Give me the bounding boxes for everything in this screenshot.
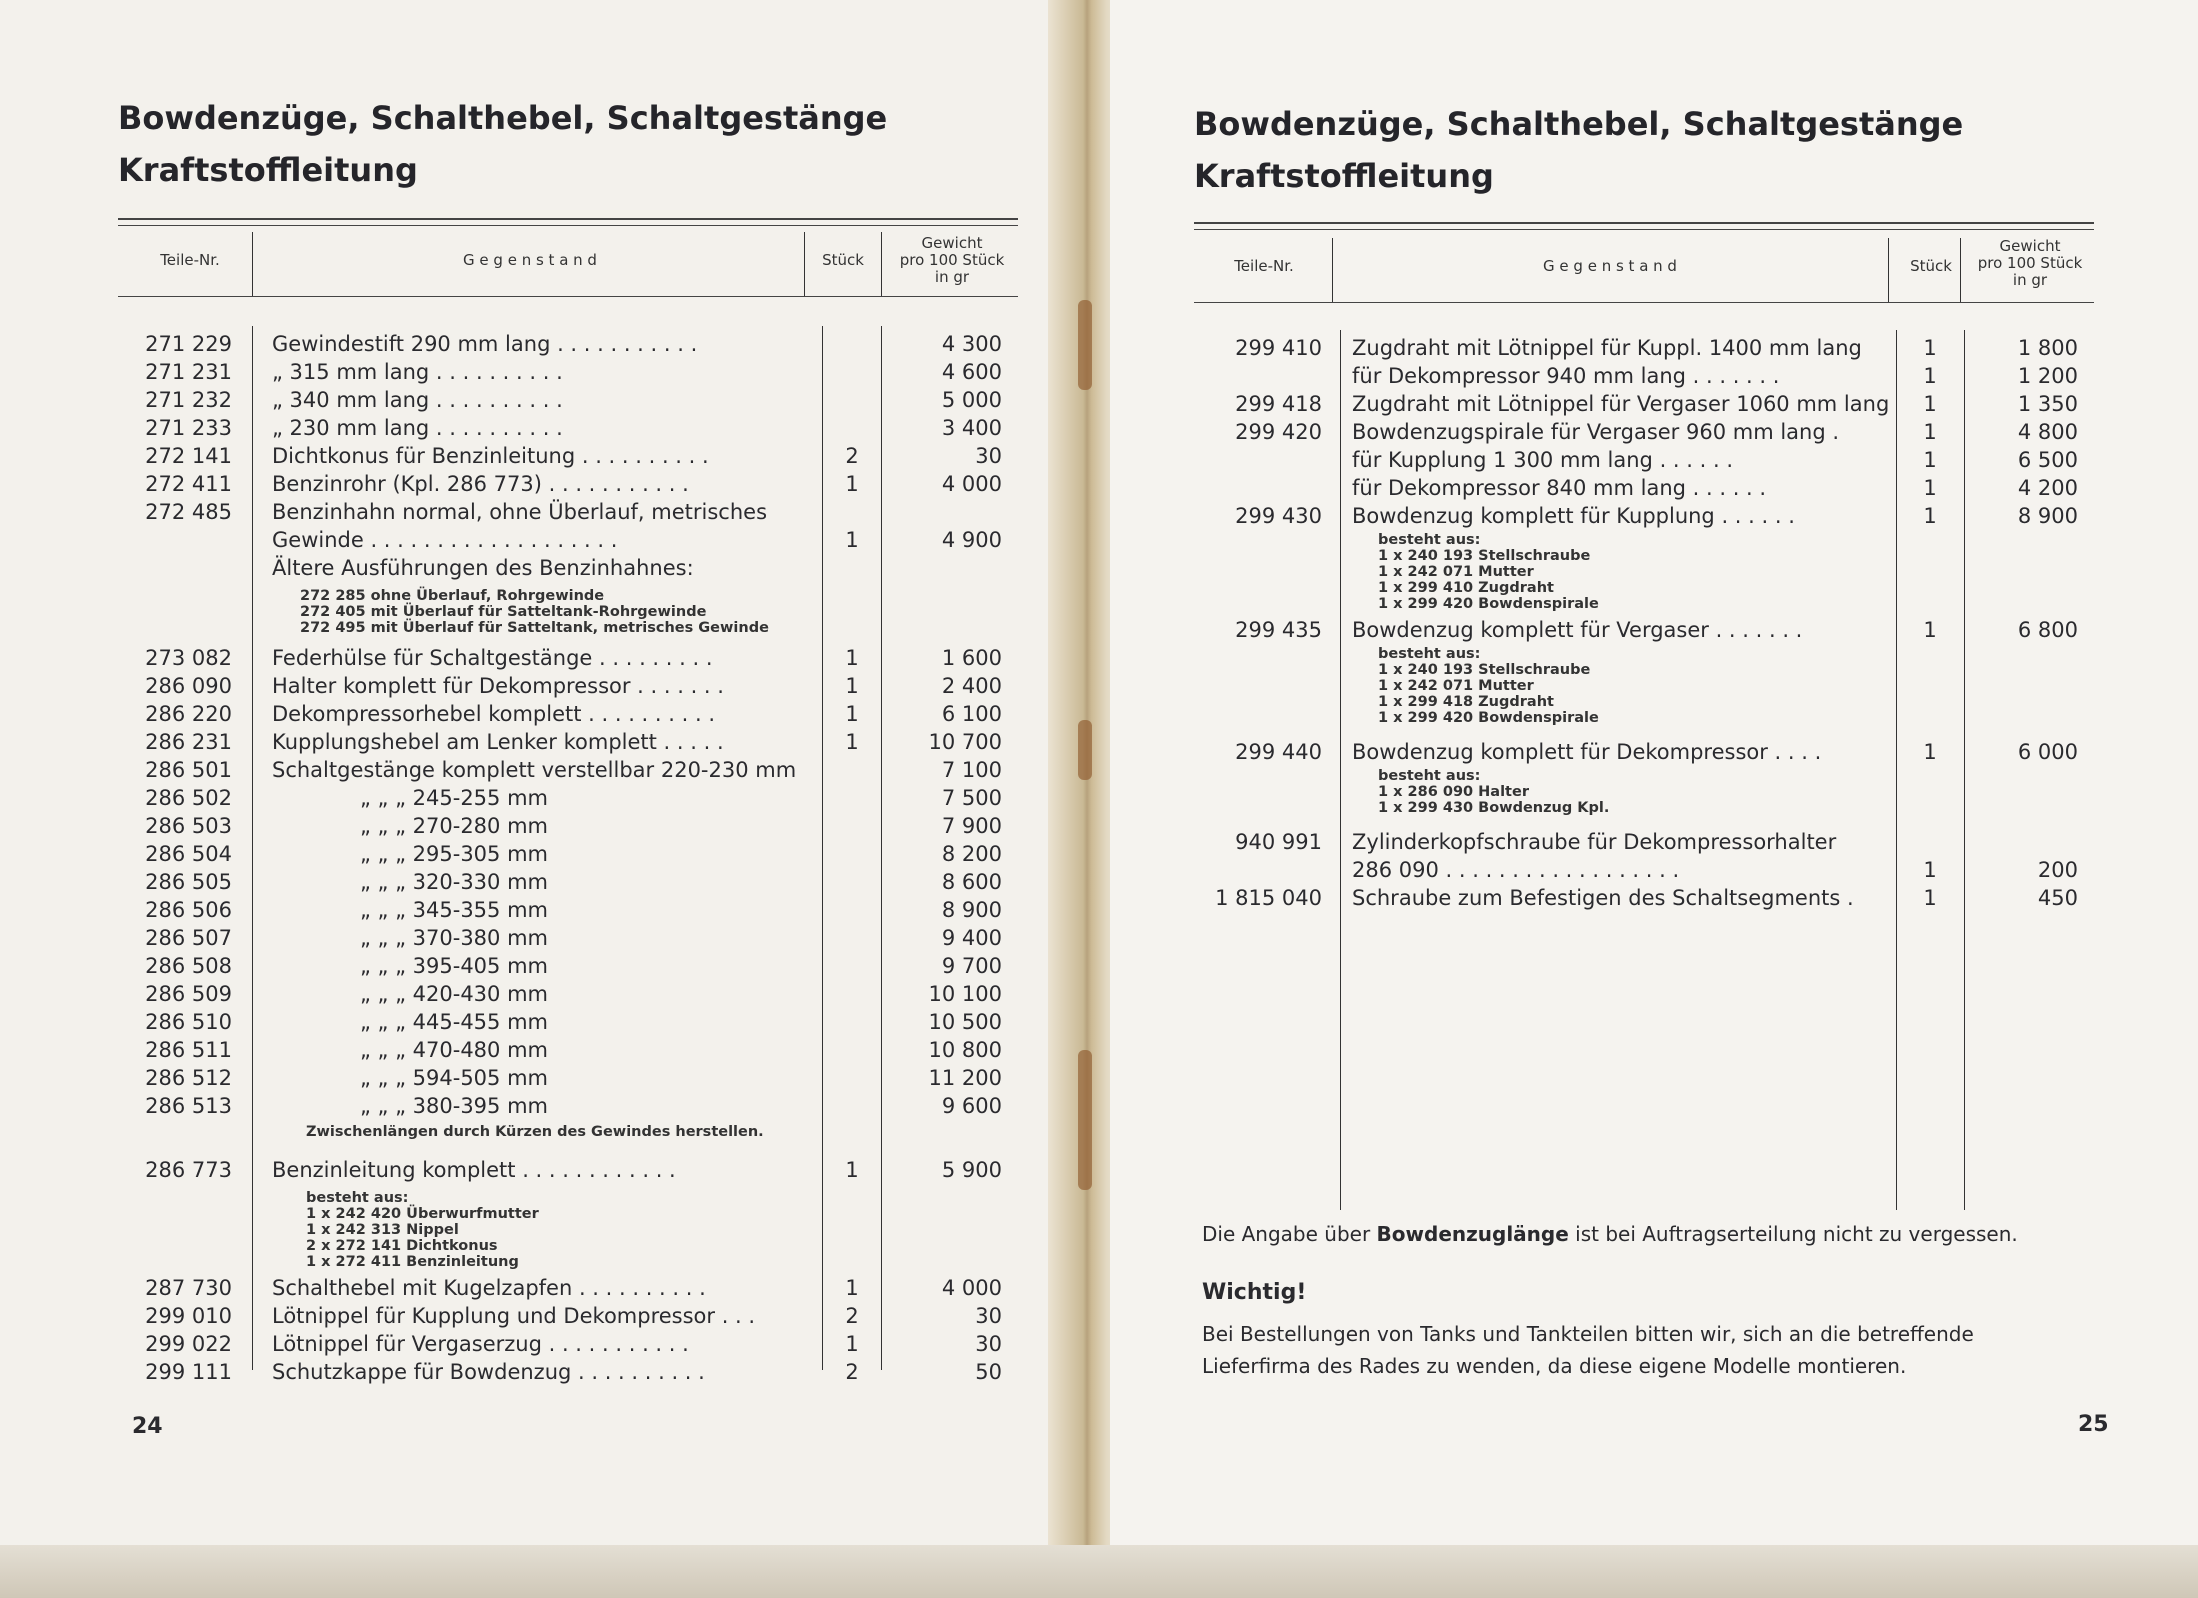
part-description: „ „ „ 470-480 mm xyxy=(360,1038,548,1062)
part-weight: 1 350 xyxy=(2017,392,2078,416)
part-description: Zugdraht mit Lötnippel für Kuppl. 1400 mm lang xyxy=(1352,336,1862,360)
part-number: 286 509 xyxy=(145,982,232,1006)
part-description: „ „ „ 270-280 mm xyxy=(360,814,548,838)
col-header-qty: Stück xyxy=(1910,257,1952,275)
page-number-right: 25 xyxy=(2078,1412,2109,1437)
part-quantity: 1 xyxy=(1923,476,1937,500)
part-description: „ 315 mm lang . . . . . . . . . . xyxy=(272,360,563,384)
part-description: Bowdenzug komplett für Vergaser . . . . . . . xyxy=(1352,618,1803,642)
part-weight: 8 900 xyxy=(2017,504,2078,528)
part-number: 286 090 xyxy=(145,674,232,698)
col-divider-3-header xyxy=(881,232,882,296)
fuel-line-part: 1 x 242 313 Nippel xyxy=(306,1222,459,1238)
rust-stain-2 xyxy=(1078,720,1092,780)
part-weight: 9 400 xyxy=(941,926,1002,950)
part-weight: 30 xyxy=(975,444,1002,468)
col-header-item: G e g e n s t a n d xyxy=(1543,257,1677,275)
fuel-line-part: 1 x 242 420 Überwurfmutter xyxy=(306,1206,539,1222)
part-quantity: 1 xyxy=(845,1332,859,1356)
col-header-part: Teile-Nr. xyxy=(1234,257,1294,275)
part-description: Benzinrohr (Kpl. 286 773) . . . . . . . . . . . xyxy=(272,472,689,496)
part-number: 272 411 xyxy=(145,472,232,496)
part-number: 286 503 xyxy=(145,814,232,838)
part-description: Zugdraht mit Lötnippel für Vergaser 1060 mm lang xyxy=(1352,392,1890,416)
part-number: 299 111 xyxy=(145,1360,232,1384)
part-description: „ „ „ 380-395 mm xyxy=(360,1094,548,1118)
part-weight: 10 700 xyxy=(928,730,1002,754)
part-description: „ „ „ 370-380 mm xyxy=(360,926,548,950)
part-number: 299 435 xyxy=(1235,618,1322,642)
part-description: Benzinleitung komplett . . . . . . . . . . . . xyxy=(272,1158,676,1182)
wichtig-line-1: Bei Bestellungen von Tanks und Tankteilen bitten wir, sich an die betreffende xyxy=(1202,1322,1974,1346)
part-quantity: 1 xyxy=(1923,886,1937,910)
right-page-title xyxy=(1194,98,1963,202)
part-description: Gewinde . . . . . . . . . . . . . . . . . . . xyxy=(272,528,618,552)
part-weight: 3 400 xyxy=(941,416,1002,440)
part-quantity: 2 xyxy=(845,444,859,468)
part-quantity: 1 xyxy=(845,1158,859,1182)
part-number: 272 485 xyxy=(145,500,232,524)
part-weight: 1 200 xyxy=(2017,364,2078,388)
header-rule-top-2 xyxy=(1194,229,2094,230)
part-number: 299 440 xyxy=(1235,740,1322,764)
title-line-1: Bowdenzüge, Schalthebel, Schaltgestänge xyxy=(1194,105,1964,143)
part-number: 286 502 xyxy=(145,786,232,810)
part-weight: 1 800 xyxy=(2017,336,2078,360)
part-quantity: 1 xyxy=(845,646,859,670)
part-weight: 6 800 xyxy=(2017,618,2078,642)
col-header-item: G e g e n s t a n d xyxy=(463,251,597,269)
wichtig-line-2: Lieferfirma des Rades zu wenden, da diese eigene Modelle montieren. xyxy=(1202,1354,1907,1378)
part-weight: 10 100 xyxy=(928,982,1002,1006)
kit-430-part: besteht aus: xyxy=(1378,532,1481,548)
kit-435-part: besteht aus: xyxy=(1378,646,1481,662)
part-quantity: 1 xyxy=(1923,448,1937,472)
col-header-qty: Stück xyxy=(822,251,864,269)
kit-430-part: 1 x 299 410 Zugdraht xyxy=(1378,580,1554,596)
part-weight: 6 100 xyxy=(941,702,1002,726)
bowdenzug-length-note xyxy=(1202,1218,2018,1250)
part-description: „ 230 mm lang . . . . . . . . . . xyxy=(272,416,563,440)
part-number: 286 220 xyxy=(145,702,232,726)
part-description: „ „ „ 395-405 mm xyxy=(360,954,548,978)
part-number: 299 022 xyxy=(145,1332,232,1356)
part-number: 286 507 xyxy=(145,926,232,950)
part-description: Schalthebel mit Kugelzapfen . . . . . . . . . . xyxy=(272,1276,706,1300)
part-number: 286 510 xyxy=(145,1010,232,1034)
part-quantity: 2 xyxy=(845,1360,859,1384)
kit-430-part: 1 x 240 193 Stellschraube xyxy=(1378,548,1591,564)
part-number: 271 231 xyxy=(145,360,232,384)
part-description: Schaltgestänge komplett verstellbar 220-230 mm xyxy=(272,758,797,782)
header-rule-top xyxy=(1194,222,2094,224)
part-description: „ „ „ 345-355 mm xyxy=(360,898,548,922)
kit-440-part: 1 x 286 090 Halter xyxy=(1378,784,1529,800)
rust-stain-3 xyxy=(1078,1050,1092,1190)
part-number: 271 232 xyxy=(145,388,232,412)
part-number: 271 229 xyxy=(145,332,232,356)
part-weight: 11 200 xyxy=(928,1066,1002,1090)
part-weight: 2 400 xyxy=(941,674,1002,698)
part-quantity: 1 xyxy=(845,674,859,698)
part-weight: 10 800 xyxy=(928,1038,1002,1062)
part-weight: 4 800 xyxy=(2017,420,2078,444)
part-number: 286 512 xyxy=(145,1066,232,1090)
part-number: 286 231 xyxy=(145,730,232,754)
col-divider-1 xyxy=(252,326,253,1370)
part-description: „ 340 mm lang . . . . . . . . . . xyxy=(272,388,563,412)
length-note: Zwischenlängen durch Kürzen des Gewindes herstellen. xyxy=(306,1124,764,1140)
part-number: 286 505 xyxy=(145,870,232,894)
fuel-line-part: 1 x 272 411 Benzinleitung xyxy=(306,1254,519,1270)
part-description: „ „ „ 594-505 mm xyxy=(360,1066,548,1090)
title-line-1: Bowdenzüge, Schalthebel, Schaltgestänge xyxy=(118,99,888,137)
part-weight: 4 000 xyxy=(941,1276,1002,1300)
part-weight: 4 300 xyxy=(941,332,1002,356)
part-description: Benzinhahn normal, ohne Überlauf, metrisches xyxy=(272,500,768,524)
older-version-note: 272 405 mit Überlauf für Satteltank-Rohrgewinde xyxy=(300,604,707,620)
older-version-note: 272 285 ohne Überlauf, Rohrgewinde xyxy=(300,588,605,604)
part-description: Bowdenzugspirale für Vergaser 960 mm lang . xyxy=(1352,420,1840,444)
part-weight: 10 500 xyxy=(928,1010,1002,1034)
part-quantity: 2 xyxy=(845,1304,859,1328)
col-divider-2 xyxy=(1896,330,1897,1210)
note-text-bold: Bowdenzuglänge xyxy=(1376,1222,1569,1246)
part-description: Schutzkappe für Bowdenzug . . . . . . . . . . xyxy=(272,1360,705,1384)
part-quantity: 1 xyxy=(1923,420,1937,444)
kit-440-part: 1 x 299 430 Bowdenzug Kpl. xyxy=(1378,800,1610,816)
page-bottom-edge xyxy=(0,1545,2198,1598)
part-description: Bowdenzug komplett für Dekompressor . . . . xyxy=(1352,740,1822,764)
part-description: „ „ „ 245-255 mm xyxy=(360,786,548,810)
part-description: 286 090 . . . . . . . . . . . . . . . . . . xyxy=(1352,858,1680,882)
part-number: 286 506 xyxy=(145,898,232,922)
part-weight: 9 600 xyxy=(941,1094,1002,1118)
kit-435-part: 1 x 299 420 Bowdenspirale xyxy=(1378,710,1599,726)
part-description: Kupplungshebel am Lenker komplett . . . . . xyxy=(272,730,724,754)
part-description: „ „ „ 445-455 mm xyxy=(360,1010,548,1034)
part-description: für Dekompressor 940 mm lang . . . . . . . xyxy=(1352,364,1780,388)
part-description: Zylinderkopfschraube für Dekompressorhalter xyxy=(1352,830,1837,854)
part-description: „ „ „ 295-305 mm xyxy=(360,842,548,866)
part-weight: 5 000 xyxy=(941,388,1002,412)
part-weight: 4 000 xyxy=(941,472,1002,496)
left-page xyxy=(0,0,1068,1545)
kit-440-part: besteht aus: xyxy=(1378,768,1481,784)
kit-435-part: 1 x 242 071 Mutter xyxy=(1378,678,1534,694)
part-quantity: 1 xyxy=(845,730,859,754)
part-quantity: 1 xyxy=(1923,618,1937,642)
part-number: 271 233 xyxy=(145,416,232,440)
wichtig-heading: Wichtig! xyxy=(1202,1280,1307,1305)
part-weight: 7 900 xyxy=(941,814,1002,838)
part-number: 286 508 xyxy=(145,954,232,978)
part-number: 299 418 xyxy=(1235,392,1322,416)
title-line-2: Kraftstoffleitung xyxy=(118,151,418,189)
left-page-title xyxy=(118,92,887,196)
col-divider-3 xyxy=(1964,330,1965,1210)
part-description: Federhülse für Schaltgestänge . . . . . . . . . xyxy=(272,646,713,670)
part-weight: 7 500 xyxy=(941,786,1002,810)
part-weight: 8 200 xyxy=(941,842,1002,866)
header-rule-top xyxy=(118,218,1018,220)
part-weight: 30 xyxy=(975,1304,1002,1328)
header-rule-bottom xyxy=(118,296,1018,297)
part-description: für Kupplung 1 300 mm lang . . . . . . xyxy=(1352,448,1733,472)
kit-435-part: 1 x 299 418 Zugdraht xyxy=(1378,694,1554,710)
part-description: Schraube zum Befestigen des Schaltsegments . xyxy=(1352,886,1854,910)
part-weight: 4 600 xyxy=(941,360,1002,384)
part-weight: 5 900 xyxy=(941,1158,1002,1182)
part-number: 273 082 xyxy=(145,646,232,670)
part-description: Halter komplett für Dekompressor . . . . . . . xyxy=(272,674,724,698)
part-number: 286 511 xyxy=(145,1038,232,1062)
part-quantity: 1 xyxy=(845,528,859,552)
fuel-line-part: 2 x 272 141 Dichtkonus xyxy=(306,1238,498,1254)
part-weight: 4 200 xyxy=(2017,476,2078,500)
part-quantity: 1 xyxy=(845,702,859,726)
part-number: 299 420 xyxy=(1235,420,1322,444)
part-description: für Dekompressor 840 mm lang . . . . . . xyxy=(1352,476,1767,500)
part-description: „ „ „ 320-330 mm xyxy=(360,870,548,894)
part-quantity: 1 xyxy=(1923,740,1937,764)
part-weight: 4 900 xyxy=(941,528,1002,552)
part-description: Bowdenzug komplett für Kupplung . . . . . . xyxy=(1352,504,1795,528)
part-description: „ „ „ 420-430 mm xyxy=(360,982,548,1006)
part-weight: 450 xyxy=(2037,886,2078,910)
part-weight: 7 100 xyxy=(941,758,1002,782)
col-header-part: Teile-Nr. xyxy=(160,251,220,269)
part-number: 299 410 xyxy=(1235,336,1322,360)
note-text-pre: Die Angabe über xyxy=(1202,1222,1377,1246)
fuel-line-part: besteht aus: xyxy=(306,1190,409,1206)
part-number: 286 504 xyxy=(145,842,232,866)
part-number: 286 773 xyxy=(145,1158,232,1182)
part-quantity: 1 xyxy=(845,472,859,496)
part-quantity: 1 xyxy=(1923,858,1937,882)
part-quantity: 1 xyxy=(845,1276,859,1300)
col-header-weight: Gewicht pro 100 Stück in gr xyxy=(1977,237,2083,289)
part-quantity: 1 xyxy=(1923,364,1937,388)
part-weight: 6 000 xyxy=(2017,740,2078,764)
part-number: 287 730 xyxy=(145,1276,232,1300)
part-number: 272 141 xyxy=(145,444,232,468)
part-number: 286 513 xyxy=(145,1094,232,1118)
part-weight: 50 xyxy=(975,1360,1002,1384)
part-description: Lötnippel für Kupplung und Dekompressor . . . xyxy=(272,1304,756,1328)
header-rule-top-2 xyxy=(118,225,1018,226)
part-description: Gewindestift 290 mm lang . . . . . . . . . . . xyxy=(272,332,698,356)
part-weight: 200 xyxy=(2037,858,2078,882)
col-header-weight: Gewicht pro 100 Stück in gr xyxy=(899,234,1005,286)
page-number-left: 24 xyxy=(132,1414,163,1439)
part-description: Ältere Ausführungen des Benzinhahnes: xyxy=(272,556,694,580)
col-divider-1 xyxy=(1340,330,1341,1210)
part-number: 940 991 xyxy=(1235,830,1322,854)
col-divider-2-header xyxy=(804,232,805,296)
part-weight: 6 500 xyxy=(2017,448,2078,472)
part-number: 299 010 xyxy=(145,1304,232,1328)
part-weight: 9 700 xyxy=(941,954,1002,978)
rust-stain-1 xyxy=(1078,300,1092,390)
kit-430-part: 1 x 242 071 Mutter xyxy=(1378,564,1534,580)
part-weight: 30 xyxy=(975,1332,1002,1356)
col-divider-1-header xyxy=(1332,238,1333,302)
part-quantity: 1 xyxy=(1923,392,1937,416)
part-quantity: 1 xyxy=(1923,504,1937,528)
part-weight: 1 600 xyxy=(941,646,1002,670)
col-divider-1-header xyxy=(252,232,253,296)
part-quantity: 1 xyxy=(1923,336,1937,360)
col-divider-3-header xyxy=(1960,238,1961,302)
header-rule-bottom xyxy=(1194,302,2094,303)
part-number: 286 501 xyxy=(145,758,232,782)
part-number: 299 430 xyxy=(1235,504,1322,528)
title-line-2: Kraftstoffleitung xyxy=(1194,157,1494,195)
part-description: Dichtkonus für Benzinleitung . . . . . . . . . . xyxy=(272,444,709,468)
kit-430-part: 1 x 299 420 Bowdenspirale xyxy=(1378,596,1599,612)
part-number: 1 815 040 xyxy=(1215,886,1322,910)
kit-435-part: 1 x 240 193 Stellschraube xyxy=(1378,662,1591,678)
col-divider-2-header xyxy=(1888,238,1889,302)
part-weight: 8 900 xyxy=(941,898,1002,922)
older-version-note: 272 495 mit Überlauf für Satteltank, metrisches Gewinde xyxy=(300,620,769,636)
right-page xyxy=(1110,0,2198,1545)
part-description: Dekompressorhebel komplett . . . . . . . . . . xyxy=(272,702,715,726)
note-text-post: ist bei Auftragserteilung nicht zu vergessen. xyxy=(1568,1222,2018,1246)
part-weight: 8 600 xyxy=(941,870,1002,894)
part-description: Lötnippel für Vergaserzug . . . . . . . . . . . xyxy=(272,1332,689,1356)
